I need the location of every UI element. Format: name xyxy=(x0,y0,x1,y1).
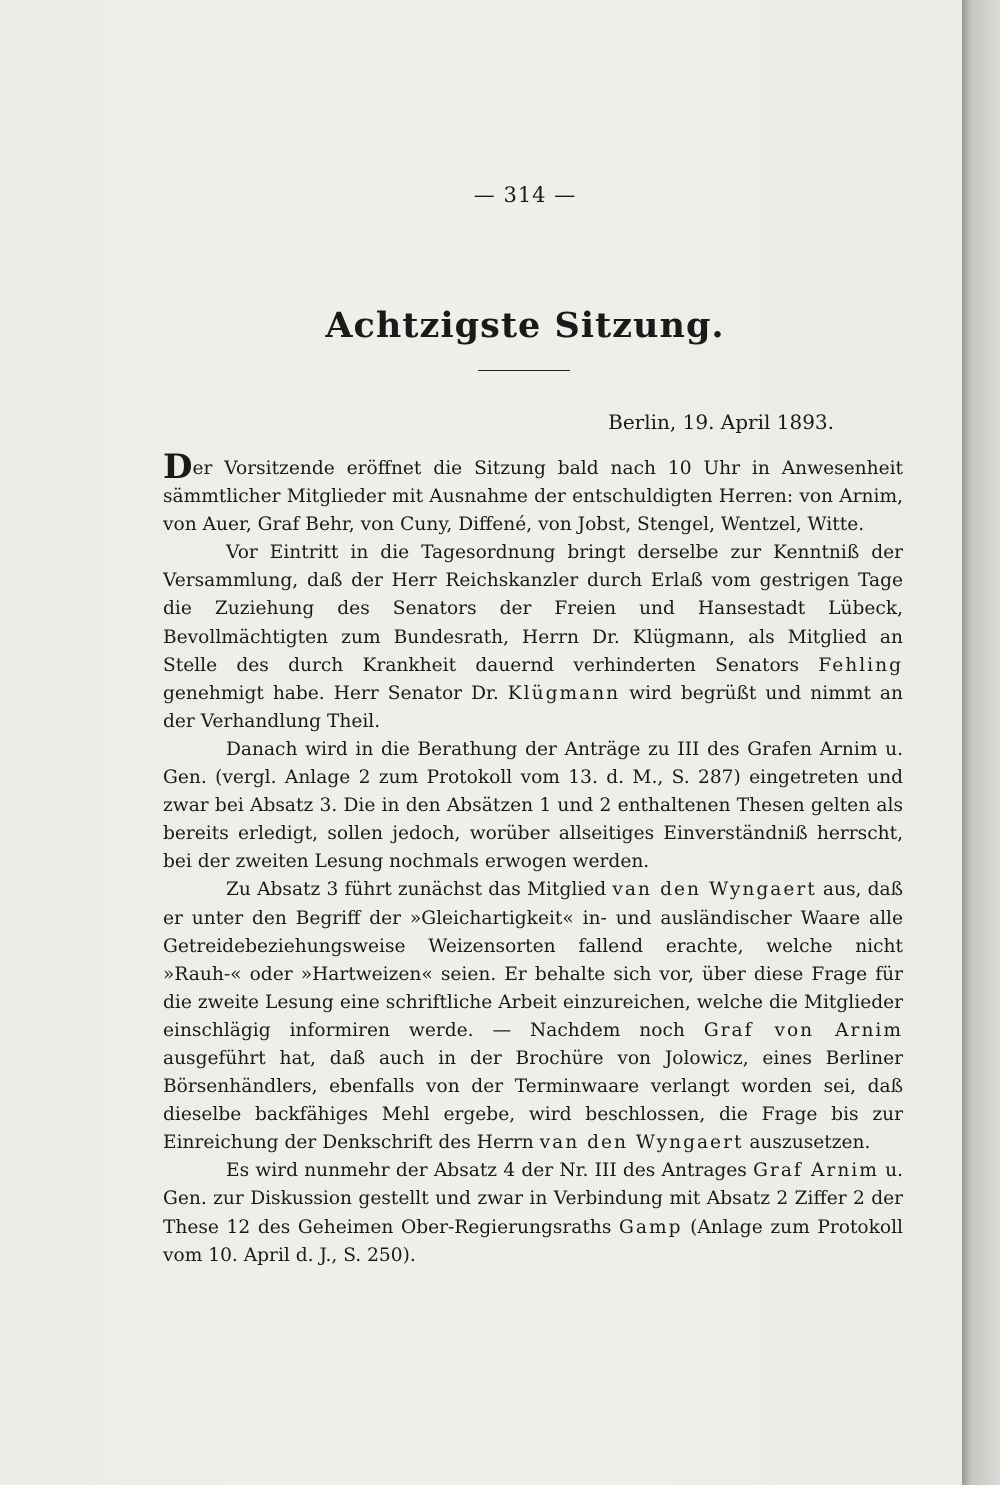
person-name: van den Wyngaert xyxy=(539,1132,744,1154)
person-name: Klügmann xyxy=(507,682,621,704)
paragraph-text: ausgeführt hat, daß auch in der Brochüre von Jolowicz, eines Berliner Börsenhändlers, ebenfalls von der Terminwaare verlangt worden sei, daß dieselbe backfähiges Mehl ergebe, wird beschlossen, die Frage bis zur Einreichung der Denkschrift des Herrn xyxy=(163,1047,903,1154)
book-gutter xyxy=(962,0,1000,1485)
paragraph-opening xyxy=(163,447,903,539)
paragraph-text: aus, daß er unter den Begriff der »Gleichartigkeit« in- und ausländischer Waare alle Getreidebeziehungsweise Weizensorten fallend erachte, welche nicht »Rauh-« oder »Hartweizen« seien. Er behalte sich vor, über diese Frage für die zweite Lesung eine schriftliche Arbeit einzureichen, welche die Mitglieder einschlägig informiren werde. — Nachdem noch xyxy=(163,879,903,1041)
paragraph-announcement xyxy=(163,539,903,736)
paragraph-text: Es wird nunmehr der Absatz 4 der Nr. III des Antrages xyxy=(226,1160,754,1182)
person-name: van den Wyngaert xyxy=(612,879,817,901)
person-name: Graf Arnim xyxy=(753,1160,879,1182)
paragraph-text: Vor Eintritt in die Tagesordnung bringt derselbe zur Kenntniß der Versammlung, daß der Herr Reichskanzler durch Erlaß vom gestrigen Tage die Zuziehung des Senators der Freien und Hansestadt Lübeck, Bevollmächtigten zum Bundesrath, Herrn Dr. Klügmann, als Mitglied an Stelle des durch Krankheit dauernd verhinderten Senators xyxy=(163,542,903,676)
protocol-body xyxy=(163,447,903,1270)
drop-initial: D xyxy=(163,447,193,487)
person-name: Gamp xyxy=(619,1216,683,1238)
paragraph-text: (Anlage zum Protokoll vom 10. April d. J., S. 250). xyxy=(163,1216,903,1266)
dateline: Berlin, 19. April 1893. xyxy=(608,410,834,434)
person-name: Graf von Arnim xyxy=(703,1019,903,1041)
paragraph-deliberation xyxy=(163,736,903,876)
paragraph-text: er Vorsitzende eröffnet die Sitzung bald nach 10 Uhr in Anwesenheit sämmtlicher Mitglieder mit Ausnahme der entschuldigten Herren: von Arnim, von Auer, Graf Behr, von Cuny, Diffené, von Jobst, Stengel, Wentzel, Witte. xyxy=(163,458,903,536)
page-number: — 314 — xyxy=(473,183,577,207)
paragraph-text: genehmigt habe. Herr Senator Dr. xyxy=(163,682,508,704)
paragraph-absatz-4 xyxy=(163,1157,903,1269)
paragraph-text: wird begrüßt und nimmt an der Verhandlung Theil. xyxy=(163,682,903,732)
paragraph-absatz-3 xyxy=(163,876,903,1157)
paragraph-text: u. Gen. zur Diskussion gestellt und zwar in Verbindung mit Absatz 2 Ziffer 2 der These 12 des Geheimen Ober-Regierungsraths xyxy=(163,1160,903,1238)
paragraph-text: auszusetzen. xyxy=(743,1132,871,1154)
title-divider xyxy=(478,370,570,371)
person-name: Fehling xyxy=(818,654,903,676)
paragraph-text: Zu Absatz 3 führt zunächst das Mitglied xyxy=(226,879,613,901)
session-title: Achtzigste Sitzung. xyxy=(325,305,725,346)
paragraph-text: Danach wird in die Berathung der Anträge zu III des Grafen Arnim u. Gen. (vergl. Anlage 2 zum Protokoll vom 13. d. M., S. 287) eingetreten und zwar bei Absatz 3. Die in den Absätzen 1 und 2 enthaltenen Thesen gelten als bereits erledigt, sollen jedoch, worüber allseitiges Einverständniß herrscht, bei der zweiten Lesung nochmals erwogen werden. xyxy=(163,738,903,873)
